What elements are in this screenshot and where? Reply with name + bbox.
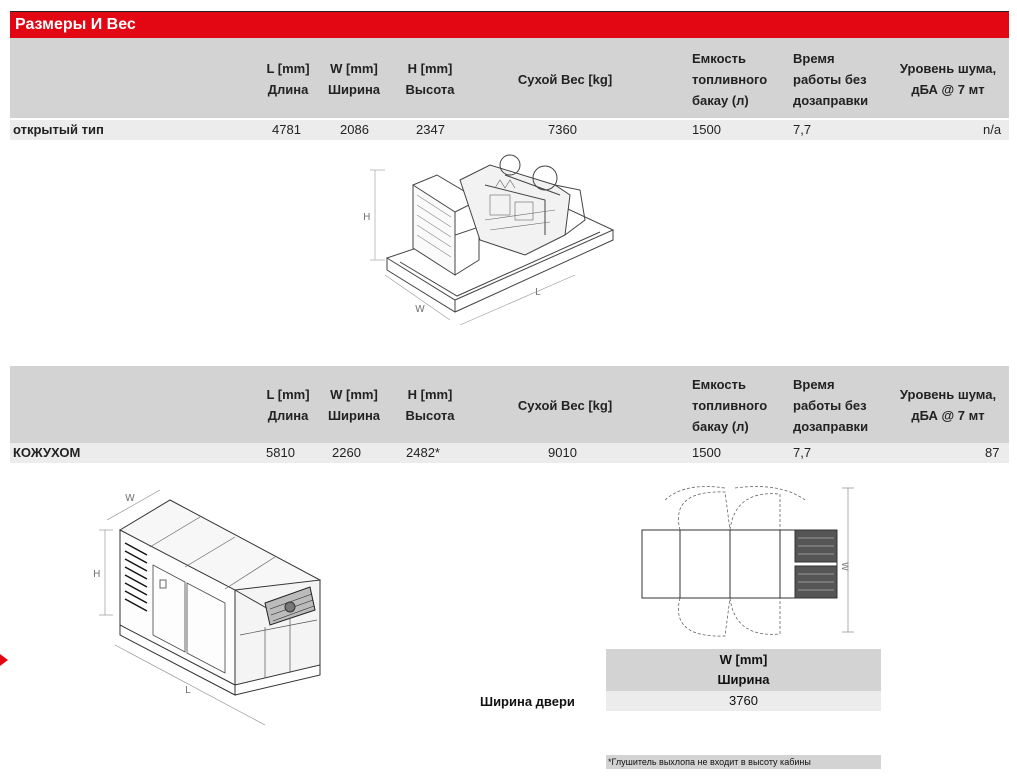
weight-value: 7360 xyxy=(548,122,577,137)
col-runtime-header: Время работы без дозаправки xyxy=(793,377,869,434)
dim-label-l: L xyxy=(535,287,541,298)
col-height-header: H [mm] Высота xyxy=(405,387,455,423)
spec-row-open xyxy=(10,120,1009,140)
section-title-bar xyxy=(10,11,1009,38)
col-noise-header: Уровень шума, дБА @ 7 мт xyxy=(899,387,997,423)
canopy-top-view-diagram xyxy=(630,480,860,645)
side-marker-icon xyxy=(0,654,8,666)
fuel-value: 1500 xyxy=(692,122,721,137)
dim-label-w: W xyxy=(125,493,135,504)
dim-label-l: L xyxy=(185,685,191,696)
dim-label-w: W xyxy=(415,304,425,315)
open-generator-illustration xyxy=(355,140,630,340)
col-fuel-header: Емкость топливного бакау (л) xyxy=(692,377,768,434)
length-value: 5810 xyxy=(266,445,295,460)
door-width-label: Ширина двери xyxy=(480,694,575,709)
row-name: открытый тип xyxy=(13,122,104,137)
col-height-header: H [mm] Высота xyxy=(405,61,455,97)
spec-row-canopy xyxy=(10,443,1009,463)
section-title: Размеры И Вес xyxy=(15,16,136,33)
col-weight-header: Сухой Вес [kg] xyxy=(517,72,613,87)
dim-label-h: H xyxy=(93,569,101,580)
col-width-header: W [mm] Ширина xyxy=(327,387,381,423)
spec-table-header-open xyxy=(10,38,1009,118)
width-value: 2260 xyxy=(332,445,361,460)
door-width-value: 3760 xyxy=(606,691,881,711)
row-name: КОЖУХОМ xyxy=(13,445,81,460)
height-value: 2482* xyxy=(406,445,440,460)
door-width-table xyxy=(606,649,881,711)
spec-table-header-canopy xyxy=(10,366,1009,443)
length-value: 4781 xyxy=(272,122,301,137)
fuel-value: 1500 xyxy=(692,445,721,460)
weight-value: 9010 xyxy=(548,445,577,460)
col-fuel-header: Емкость топливного бакау (л) xyxy=(692,51,768,108)
col-width-header: W [mm] Ширина xyxy=(327,61,381,97)
noise-value: 87 xyxy=(985,445,1000,460)
col-runtime-header: Время работы без дозаправки xyxy=(793,51,869,108)
col-length-header: L [mm] Длина xyxy=(266,61,310,97)
canopy-generator-illustration xyxy=(85,485,335,730)
width-value: 2086 xyxy=(340,122,369,137)
door-width-header: W [mm] Ширина xyxy=(606,649,881,691)
footnote: *Глушитель выхлопа не входит в высоту кабины xyxy=(606,755,881,769)
col-weight-header: Сухой Вес [kg] xyxy=(517,398,613,413)
noise-value: n/a xyxy=(983,122,1002,137)
dim-label-h: H xyxy=(363,212,371,223)
col-noise-header: Уровень шума, дБА @ 7 мт xyxy=(899,61,997,97)
runtime-value: 7,7 xyxy=(793,122,812,137)
runtime-value: 7,7 xyxy=(793,445,812,460)
col-length-header: L [mm] Длина xyxy=(266,387,310,423)
height-value: 2347 xyxy=(416,122,445,137)
dim-label-w: W xyxy=(839,562,849,571)
